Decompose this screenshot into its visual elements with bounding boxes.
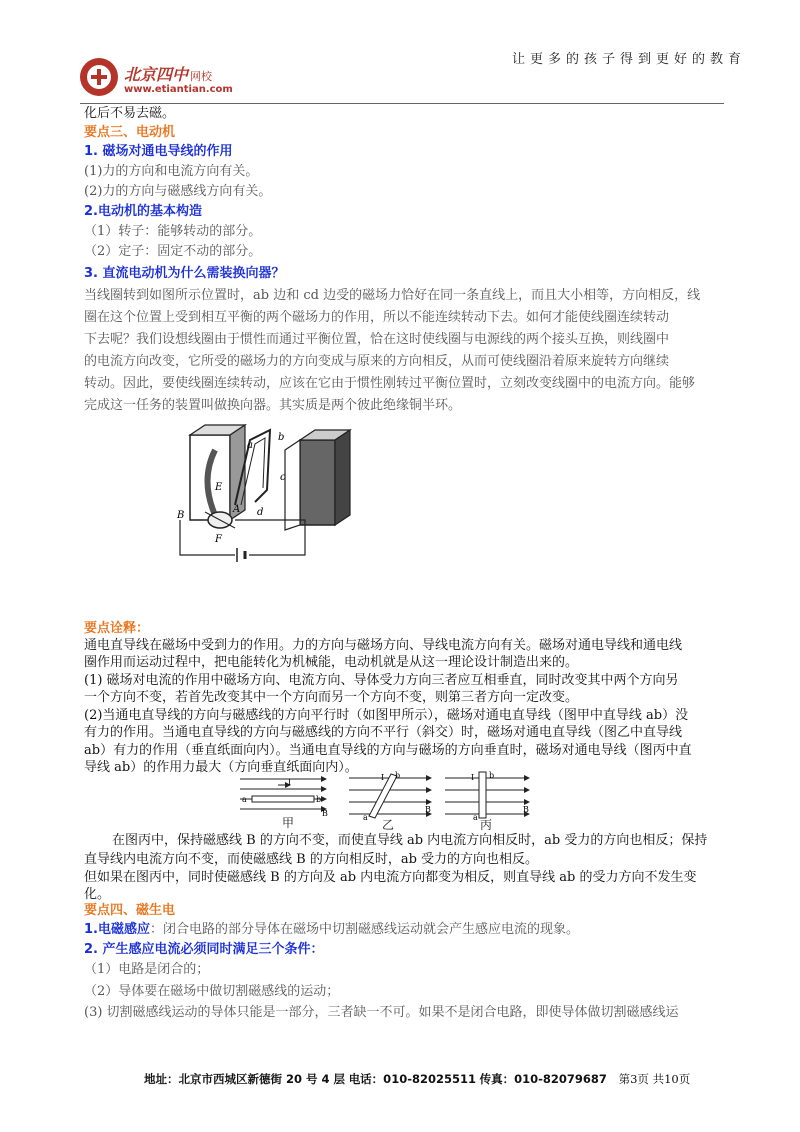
- field-diagram-bing: [443, 768, 533, 820]
- motor-label-a: a: [247, 440, 253, 451]
- text-line: （1）转子：能够转动的部分。: [84, 224, 262, 239]
- page-number: 第3页 共10页: [618, 1072, 691, 1086]
- page-footer: [144, 1071, 690, 1087]
- footer-fax: 传真：010-82079687: [479, 1072, 607, 1086]
- header-divider: [80, 103, 724, 104]
- paragraph-line: 当线圈转到如图所示位置时，ab 边和 cd 边受的磁场力恰好在同一条直线上，而且大小相等，方向相反，线: [84, 288, 701, 303]
- text-line: （2）定子：固定不动的部分。: [84, 244, 262, 259]
- paragraph-line: 但如果在图丙中，同时使磁感线 B 的方向及 ab 内电流方向都变为相反，则直导线 ab 的受力方向不发生变: [84, 870, 697, 885]
- label-a: a: [473, 813, 478, 820]
- label-a: a: [363, 813, 368, 820]
- note-line: 通电直导线在磁场中受到力的作用。力的方向与磁场方向、导线电流方向有关。磁场对通电导线和通电线: [84, 638, 683, 653]
- paragraph-line: 完成这一任务的装置叫做换向器。其实质是两个彼此绝缘铜半环。: [84, 398, 462, 413]
- paragraph-line: 在图丙中，保持磁感线 B 的方向不变，而使直导线 ab 内电流方向相反时，ab 受力的方向也相反；保持: [112, 833, 708, 848]
- subsection-heading: 2. 产生感应电流必须同时满足三个条件：: [84, 942, 324, 957]
- label-I: I: [381, 773, 385, 782]
- text-line: [84, 921, 579, 939]
- header-slogan: 让更多的孩子得到更好的教育: [512, 52, 747, 67]
- footer-phone: 电话：010-82025511: [348, 1072, 476, 1086]
- logo-url: www.etiantian.com: [124, 84, 233, 95]
- motor-label-A: A: [233, 504, 241, 515]
- motor-label-d: d: [257, 507, 264, 518]
- subsection-heading: 1. 磁场对通电导线的作用: [84, 144, 233, 159]
- subsection-heading: 2.电动机的基本构造: [84, 204, 202, 219]
- label-b: b: [489, 771, 495, 780]
- term-definition: ：闭合电路的部分导体在磁场中切割磁感线运动就会产生感应电流的现象。: [149, 922, 579, 937]
- text-line: 化后不易去磁。: [84, 106, 176, 121]
- note-line: 一个方向不变，若首先改变其中一个方向而另一个方向不变，则第三者方向一定改变。: [84, 690, 579, 705]
- logo-emblem-icon: [80, 58, 118, 96]
- section-heading: 要点四、磁生电: [84, 903, 176, 918]
- label-a: a: [242, 795, 247, 804]
- term-label: 1.电磁感应: [84, 922, 150, 937]
- note-line: ab）有力的作用（垂直纸面向内）。当通电直导线的方向与磁场的方向垂直时，磁场对通电导线（图丙中直: [84, 743, 692, 758]
- text-line: (3) 切割磁感线运动的导体只能是一部分，三者缺一不可。如果不是闭合电路，即使导体做切割磁感线运: [84, 1005, 679, 1020]
- note-line: 有力的作用。当通电直导线的方向与磁感线的方向不平行（斜交）时，磁场对通电直导线（图乙中直导线: [84, 725, 683, 740]
- caption-jia: 甲: [282, 816, 295, 830]
- note-line: (2)当通电直导线的方向与磁感线的方向平行时（如图甲所示），磁场对通电直导线（图甲中直导线 ab）没: [84, 708, 689, 723]
- text-line: （2）导体要在磁场中做切割磁感线的运动；: [84, 984, 340, 999]
- paragraph-line: 转动。因此，要使线圈连续转动，应该在它由于惯性刚转过平衡位置时，立刻改变线圈中的电流方向。能够: [84, 376, 696, 391]
- paragraph-line: 的电流方向改变，它所受的磁场力的方向变成与原来的方向相反，从而可使线圈沿着原来旋转方向继续: [84, 354, 670, 369]
- label-I: I: [471, 773, 475, 782]
- motor-label-b: b: [278, 432, 285, 443]
- field-diagram-jia: [238, 775, 330, 817]
- caption-bing: 丙: [480, 818, 493, 832]
- motor-label-F: F: [215, 534, 222, 545]
- text-line: （1）电路是闭合的；: [84, 962, 210, 977]
- paragraph-line: 化。: [84, 887, 111, 902]
- note-heading: 要点诠释：: [84, 621, 150, 636]
- note-line: 导线 ab）的作用力最大（方向垂直纸面向内）。: [84, 760, 358, 775]
- label-I: I: [288, 778, 292, 787]
- label-b: b: [316, 795, 322, 804]
- footer-address: 地址：北京市西城区新德街 20 号 4 层: [144, 1072, 346, 1086]
- field-diagram-yi: [347, 768, 435, 820]
- motor-label-B: B: [177, 510, 185, 521]
- motor-label-c: c: [280, 472, 286, 483]
- label-B: B: [425, 805, 431, 814]
- section-heading: 要点三、电动机: [84, 125, 176, 140]
- subsection-heading: 3. 直流电动机为什么需装换向器？: [84, 266, 285, 281]
- label-B: B: [523, 805, 529, 814]
- paragraph-line: 直导线内电流方向不变，而使磁感线 B 的方向相反时，ab 受力的方向也相反。: [84, 852, 539, 867]
- label-B: B: [322, 809, 328, 817]
- text-line: (2)力的方向与磁感线方向有关。: [84, 184, 272, 199]
- note-line: 圈作用而运动过程中，把电能转化为机械能，电动机就是从这一理论设计制造出来的。: [84, 655, 579, 670]
- paragraph-line: 圈在这个位置上受到相互平衡的两个磁场力的作用，所以不能连续转动下去。如何才能使线圈连续转动: [84, 310, 670, 325]
- text-line: (1)力的方向和电流方向有关。: [84, 164, 259, 179]
- motor-label-E: E: [215, 482, 223, 493]
- logo-name: 北京四中 网校: [124, 65, 213, 84]
- logo: [80, 58, 260, 102]
- motor-diagram: [175, 420, 355, 585]
- caption-yi: 乙: [382, 818, 395, 832]
- label-b: b: [395, 771, 401, 780]
- paragraph-line: 下去呢？我们设想线圈由于惯性而通过平衡位置，恰在这时使线圈与电源线的两个接头互换，则线圈中: [84, 332, 670, 347]
- note-line: (1) 磁场对电流的作用中磁场方向、电流方向、导体受力方向三者应互相垂直，同时改变其中两个方向另: [84, 673, 679, 688]
